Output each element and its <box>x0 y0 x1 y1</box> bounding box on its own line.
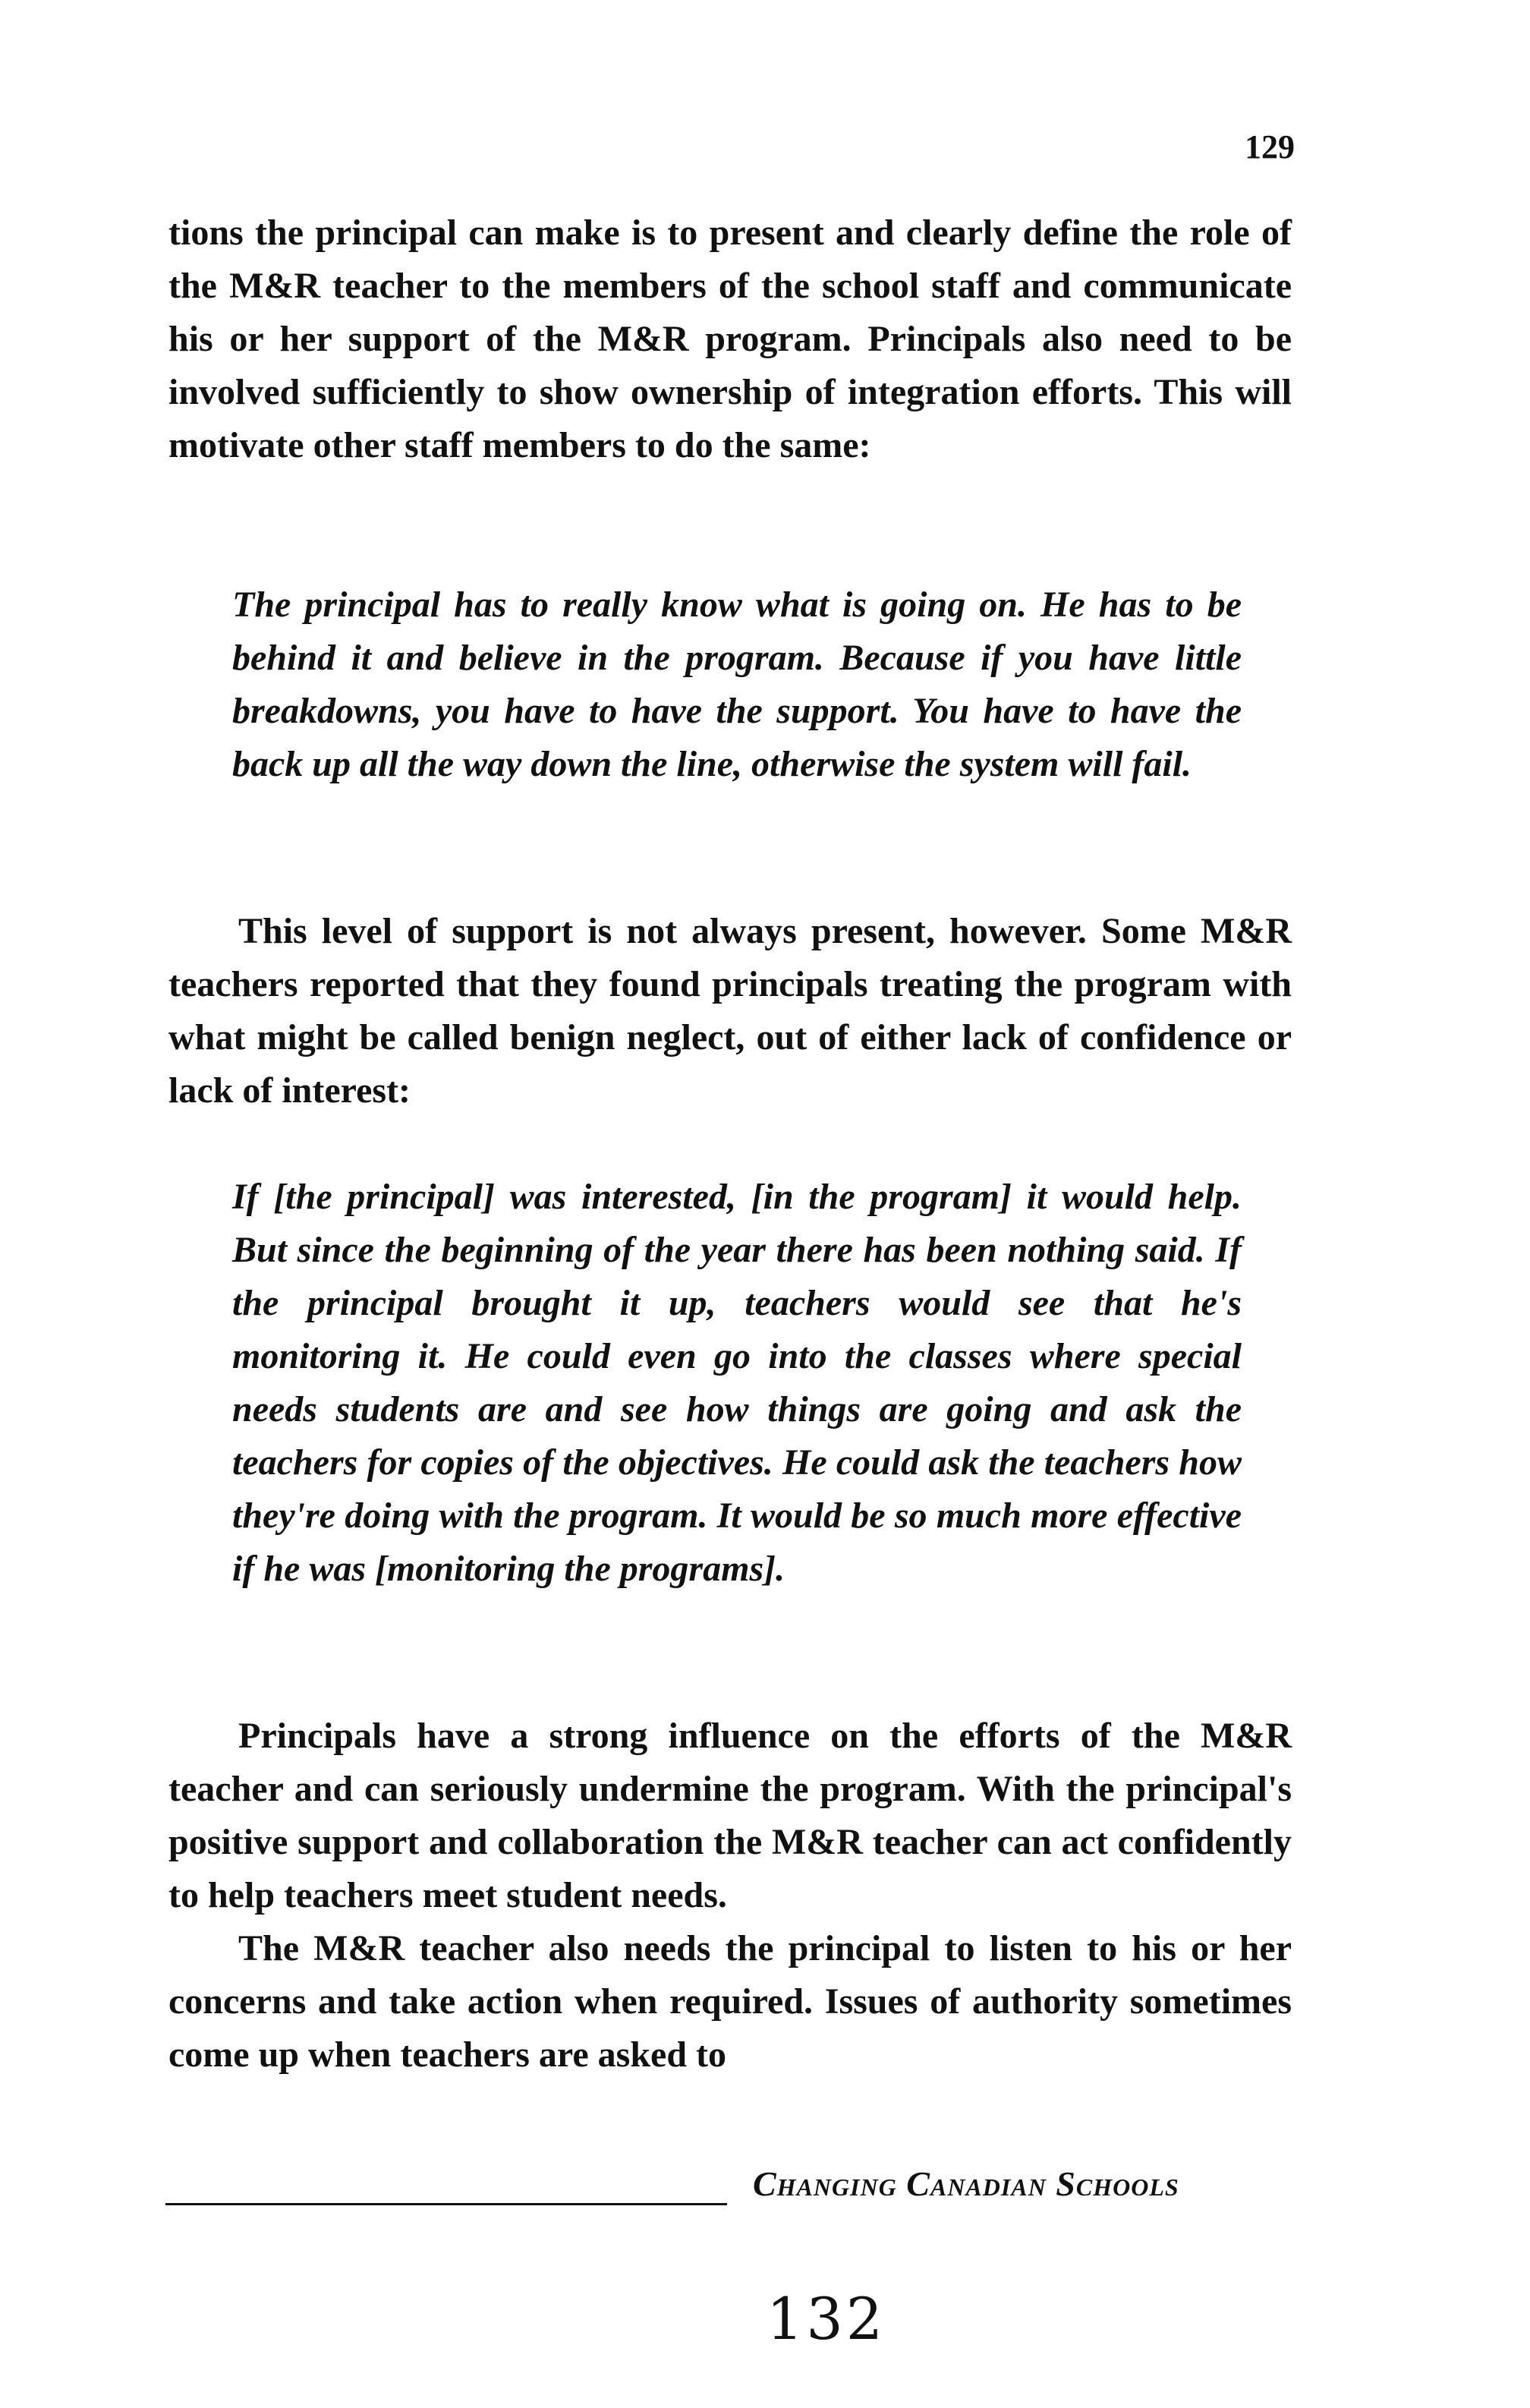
footer-divider <box>165 2203 727 2205</box>
block-quote-principal-support <box>232 578 1242 791</box>
quote-text: If [the principal] was interested, [in the program] it would help. But since the beginning of the year there has been nothing said. If the principal brought it up, teachers would see that he's monitoring it. He could even go into the classes where special needs students are and see how things are going and ask the teachers for copies of the objectives. He could ask the teachers how they're doing with the program. It would be so much more effective if he was [monitoring the programs]. <box>232 1177 1242 1589</box>
paragraph-text: This level of support is not always present, however. Some M&R teachers reported that they found principals treating the program with what might be called benign neglect, out of either lack of confidence or lack of interest: <box>168 911 1292 1111</box>
paragraph-text: Principals have a strong influence on the efforts of the M&R teacher and can seriously undermine the program. With the principal's positive support and collaboration the M&R teacher can act confidently to help teachers meet student needs. <box>168 1716 1292 1915</box>
paragraph-principal-influence <box>168 1710 1292 2082</box>
paragraph-text: tions the principal can make is to present and clearly define the role of the M&R teacher to the members of the school staff and communicate his or her support of the M&R program. Principals also need to be involved sufficiently to show ownership of integration efforts. This will motivate other staff members to do the same: <box>168 213 1292 465</box>
page-number-bottom: 132 <box>767 2285 886 2353</box>
page-number-top: 129 <box>1245 128 1295 165</box>
paragraph-support-absent <box>168 905 1292 1117</box>
paragraph-intro <box>168 206 1292 472</box>
paragraph-text: The M&R teacher also needs the principal to listen to his or her concerns and take action when required. Issues of authority sometimes come up when teachers are asked to <box>168 1928 1292 2075</box>
block-quote-principal-interest <box>232 1171 1242 1596</box>
quote-text: The principal has to really know what is going on. He has to be behind it and believe in the program. Because if you have little breakdowns, you have to have the support. You have to have the back up all the way down the line, otherwise the system will fail. <box>232 585 1242 784</box>
footer-book-title: Changing Canadian Schools <box>753 2164 1179 2203</box>
